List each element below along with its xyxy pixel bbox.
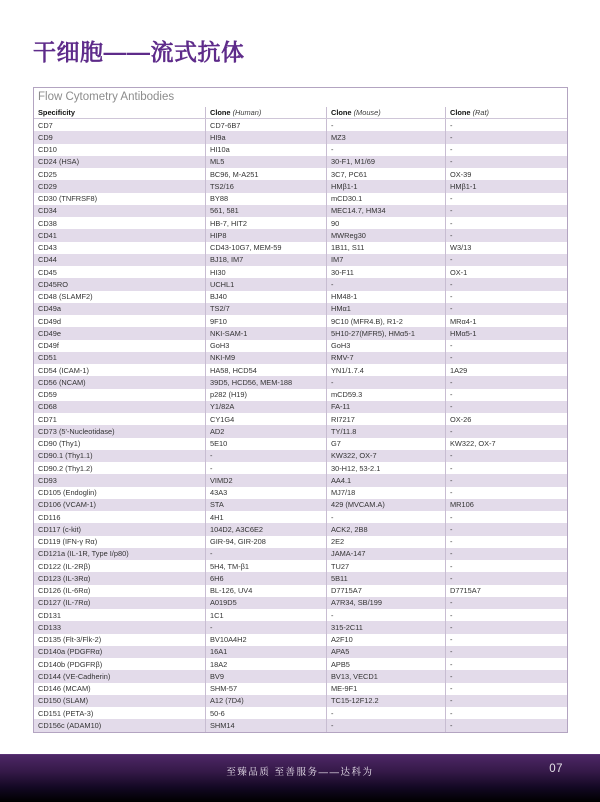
clone-cell: MR106 bbox=[445, 499, 567, 511]
clone-cell: OX-26 bbox=[445, 413, 567, 425]
clone-cell: HI9a bbox=[205, 131, 326, 143]
clone-cell: A019D5 bbox=[205, 597, 326, 609]
clone-cell: - bbox=[445, 291, 567, 303]
clone-cell: GoH3 bbox=[205, 340, 326, 352]
clone-cell: - bbox=[445, 560, 567, 572]
clone-cell: AD2 bbox=[205, 425, 326, 437]
table-row bbox=[34, 450, 567, 462]
page-title: 干细胞——流式抗体 bbox=[33, 39, 245, 65]
clone-cell: - bbox=[445, 523, 567, 535]
clone-cell: - bbox=[445, 683, 567, 695]
table-row bbox=[34, 560, 567, 572]
clone-cell: 90 bbox=[326, 217, 445, 229]
clone-cell: - bbox=[326, 719, 445, 731]
specificity-cell: CD7 bbox=[38, 120, 53, 130]
specificity-cell: CD73 (5'-Nucleotidase) bbox=[38, 426, 115, 436]
specificity-cell: CD10 bbox=[38, 145, 57, 155]
clone-cell: TY/11.8 bbox=[326, 425, 445, 437]
table-row bbox=[34, 634, 567, 646]
clone-cell: A7R34, SB/199 bbox=[326, 597, 445, 609]
clone-cell: KW322, OX-7 bbox=[326, 450, 445, 462]
clone-cell: - bbox=[445, 597, 567, 609]
specificity-cell: CD24 (HSA) bbox=[38, 157, 80, 167]
table-row bbox=[34, 511, 567, 523]
clone-cell: OX-1 bbox=[445, 266, 567, 278]
specificity-cell: CD51 bbox=[38, 353, 57, 363]
table-row bbox=[34, 658, 567, 670]
clone-cell: - bbox=[445, 425, 567, 437]
table-row bbox=[34, 340, 567, 352]
clone-cell: HI10a bbox=[205, 144, 326, 156]
antibody-table bbox=[33, 87, 568, 733]
specificity-cell: CD59 bbox=[38, 390, 57, 400]
clone-cell: AA4.1 bbox=[326, 474, 445, 486]
specificity-cell: CD49e bbox=[38, 328, 62, 338]
clone-cell: HMα5-1 bbox=[445, 327, 567, 339]
table-row bbox=[34, 389, 567, 401]
clone-cell: - bbox=[445, 376, 567, 388]
clone-cell: HM48-1 bbox=[326, 291, 445, 303]
clone-cell: SHM-57 bbox=[205, 683, 326, 695]
clone-cell: 18A2 bbox=[205, 658, 326, 670]
table-row bbox=[34, 536, 567, 548]
specificity-cell: CD156c (ADAM10) bbox=[38, 720, 102, 730]
col-sublabel: (Human) bbox=[232, 108, 262, 117]
clone-cell: - bbox=[445, 340, 567, 352]
clone-cell: - bbox=[445, 389, 567, 401]
table-row bbox=[34, 401, 567, 413]
clone-cell: 561, 581 bbox=[205, 205, 326, 217]
clone-cell: RMV-7 bbox=[326, 352, 445, 364]
specificity-cell: CD9 bbox=[38, 132, 53, 142]
clone-cell: TC15-12F12.2 bbox=[326, 695, 445, 707]
clone-cell: CD43-10G7, MEM-59 bbox=[205, 242, 326, 254]
clone-cell: BV13, VECD1 bbox=[326, 670, 445, 682]
col-label: Clone bbox=[331, 108, 352, 117]
clone-cell: BY88 bbox=[205, 193, 326, 205]
clone-cell: HMα1 bbox=[326, 303, 445, 315]
clone-cell: - bbox=[445, 119, 567, 131]
table-row bbox=[34, 278, 567, 290]
table-column-header bbox=[34, 107, 567, 119]
specificity-cell: CD25 bbox=[38, 169, 57, 179]
specificity-cell: CD38 bbox=[38, 218, 57, 228]
specificity-cell: CD48 (SLAMF2) bbox=[38, 292, 93, 302]
clone-cell: - bbox=[445, 474, 567, 486]
table-row bbox=[34, 131, 567, 143]
specificity-cell: CD44 bbox=[38, 255, 57, 265]
clone-cell: - bbox=[205, 450, 326, 462]
table-row bbox=[34, 413, 567, 425]
table-row bbox=[34, 376, 567, 388]
clone-cell: A2F10 bbox=[326, 634, 445, 646]
clone-cell: G7 bbox=[326, 438, 445, 450]
table-row bbox=[34, 425, 567, 437]
specificity-cell: CD126 (IL-6Rα) bbox=[38, 586, 91, 596]
clone-cell: 1B11, S11 bbox=[326, 242, 445, 254]
specificity-cell: CD43 bbox=[38, 243, 57, 253]
specificity-cell: CD146 (MCAM) bbox=[38, 684, 91, 694]
specificity-cell: CD150 (SLAM) bbox=[38, 696, 89, 706]
specificity-cell: CD106 (VCAM-1) bbox=[38, 500, 96, 510]
clone-cell: - bbox=[445, 572, 567, 584]
clone-cell: HMβ1-1 bbox=[326, 180, 445, 192]
clone-cell: OX-39 bbox=[445, 168, 567, 180]
table-row bbox=[34, 315, 567, 327]
clone-cell: 5E10 bbox=[205, 438, 326, 450]
clone-cell: - bbox=[445, 670, 567, 682]
clone-cell: - bbox=[445, 658, 567, 670]
clone-cell: 9C10 (MFR4.B), R1-2 bbox=[326, 315, 445, 327]
table-row bbox=[34, 352, 567, 364]
specificity-cell: CD127 (IL-7Rα) bbox=[38, 598, 91, 608]
col-sublabel: (Mouse) bbox=[353, 108, 381, 117]
clone-cell: BJ40 bbox=[205, 291, 326, 303]
col-label: Clone bbox=[450, 108, 471, 117]
clone-cell: JAMA-147 bbox=[326, 548, 445, 560]
clone-cell: HIP8 bbox=[205, 229, 326, 241]
specificity-cell: CD116 bbox=[38, 512, 61, 522]
col-label: Specificity bbox=[38, 108, 75, 117]
clone-cell: NKI-M9 bbox=[205, 352, 326, 364]
table-row bbox=[34, 487, 567, 499]
specificity-cell: CD123 (IL-3Rα) bbox=[38, 573, 91, 583]
clone-cell: Y1/82A bbox=[205, 401, 326, 413]
clone-cell: 2E2 bbox=[326, 536, 445, 548]
clone-cell: - bbox=[445, 487, 567, 499]
clone-cell: MWReg30 bbox=[326, 229, 445, 241]
table-row bbox=[34, 229, 567, 241]
col-header-clone-mouse bbox=[326, 107, 445, 118]
table-row bbox=[34, 670, 567, 682]
clone-cell: 5B11 bbox=[326, 572, 445, 584]
table-row bbox=[34, 695, 567, 707]
clone-cell: - bbox=[445, 621, 567, 633]
clone-cell: BL-126, UV4 bbox=[205, 585, 326, 597]
table-row bbox=[34, 303, 567, 315]
clone-cell: APA5 bbox=[326, 646, 445, 658]
clone-cell: - bbox=[445, 646, 567, 658]
specificity-cell: CD122 (IL-2Rβ) bbox=[38, 561, 91, 571]
clone-cell: - bbox=[445, 634, 567, 646]
clone-cell: BV10A4H2 bbox=[205, 634, 326, 646]
clone-cell: KW322, OX-7 bbox=[445, 438, 567, 450]
table-row bbox=[34, 242, 567, 254]
col-header-clone-human bbox=[205, 107, 326, 118]
specificity-cell: CD45RO bbox=[38, 279, 68, 289]
clone-cell: - bbox=[445, 511, 567, 523]
clone-cell: 39D5, HCD56, MEM-188 bbox=[205, 376, 326, 388]
clone-cell: CD7-6B7 bbox=[205, 119, 326, 131]
table-row bbox=[34, 646, 567, 658]
specificity-cell: CD131 bbox=[38, 610, 62, 620]
specificity-cell: CD49f bbox=[38, 341, 59, 351]
specificity-cell: CD49d bbox=[38, 316, 62, 326]
specificity-cell: CD54 (ICAM-1) bbox=[38, 365, 89, 375]
clone-cell: - bbox=[326, 119, 445, 131]
clone-cell: - bbox=[326, 376, 445, 388]
clone-cell: - bbox=[326, 278, 445, 290]
clone-cell: STA bbox=[205, 499, 326, 511]
table-row bbox=[34, 205, 567, 217]
specificity-cell: CD45 bbox=[38, 267, 57, 277]
clone-cell: - bbox=[445, 609, 567, 621]
clone-cell: - bbox=[445, 156, 567, 168]
clone-cell: D7715A7 bbox=[445, 585, 567, 597]
clone-cell: ME-9F1 bbox=[326, 683, 445, 695]
clone-cell: BC96, M-A251 bbox=[205, 168, 326, 180]
specificity-cell: CD90 (Thy1) bbox=[38, 439, 81, 449]
clone-cell: A12 (7D4) bbox=[205, 695, 326, 707]
table-row bbox=[34, 609, 567, 621]
clone-cell: 30-H12, 53-2.1 bbox=[326, 462, 445, 474]
clone-cell: NKI-SAM-1 bbox=[205, 327, 326, 339]
clone-cell: - bbox=[326, 511, 445, 523]
clone-cell: - bbox=[445, 719, 567, 731]
specificity-cell: CD29 bbox=[38, 181, 57, 191]
page-footer bbox=[0, 754, 600, 802]
specificity-cell: CD93 bbox=[38, 475, 57, 485]
col-header-clone-rat bbox=[445, 107, 567, 118]
table-title: Flow Cytometry Antibodies bbox=[38, 91, 175, 103]
clone-cell: - bbox=[445, 193, 567, 205]
clone-cell: HI30 bbox=[205, 266, 326, 278]
clone-cell: 4H1 bbox=[205, 511, 326, 523]
clone-cell: GoH3 bbox=[326, 340, 445, 352]
clone-cell: W3/13 bbox=[445, 242, 567, 254]
table-row bbox=[34, 193, 567, 205]
clone-cell: UCHL1 bbox=[205, 278, 326, 290]
specificity-cell: CD117 (c-kit) bbox=[38, 524, 81, 534]
specificity-cell: CD121a (IL-1R, Type I/p80) bbox=[38, 549, 129, 559]
table-row bbox=[34, 621, 567, 633]
specificity-cell: CD71 bbox=[38, 414, 57, 424]
clone-cell: - bbox=[445, 450, 567, 462]
clone-cell: 9F10 bbox=[205, 315, 326, 327]
clone-cell: MEC14.7, HM34 bbox=[326, 205, 445, 217]
clone-cell: ACK2, 2B8 bbox=[326, 523, 445, 535]
clone-cell: - bbox=[445, 131, 567, 143]
clone-cell: FA-11 bbox=[326, 401, 445, 413]
clone-cell: D7715A7 bbox=[326, 585, 445, 597]
clone-cell: CY1G4 bbox=[205, 413, 326, 425]
clone-cell: - bbox=[445, 536, 567, 548]
clone-cell: 30-F1, M1/69 bbox=[326, 156, 445, 168]
clone-cell: - bbox=[445, 205, 567, 217]
clone-cell: mCD59.3 bbox=[326, 389, 445, 401]
clone-cell: - bbox=[445, 462, 567, 474]
specificity-cell: CD90.1 (Thy1.1) bbox=[38, 451, 93, 461]
clone-cell: 1C1 bbox=[205, 609, 326, 621]
clone-cell: - bbox=[326, 707, 445, 719]
table-row bbox=[34, 156, 567, 168]
table-row bbox=[34, 291, 567, 303]
clone-cell: - bbox=[445, 303, 567, 315]
specificity-cell: CD30 (TNFRSF8) bbox=[38, 194, 98, 204]
table-row bbox=[34, 266, 567, 278]
clone-cell: - bbox=[326, 144, 445, 156]
specificity-cell: CD140a (PDGFRα) bbox=[38, 647, 103, 657]
clone-cell: 429 (MVCAM.A) bbox=[326, 499, 445, 511]
clone-cell: 16A1 bbox=[205, 646, 326, 658]
clone-cell: - bbox=[205, 621, 326, 633]
clone-cell: HB-7, HIT2 bbox=[205, 217, 326, 229]
clone-cell: 43A3 bbox=[205, 487, 326, 499]
table-row bbox=[34, 180, 567, 192]
clone-cell: YN1/1.7.4 bbox=[326, 364, 445, 376]
table-row bbox=[34, 364, 567, 376]
table-row bbox=[34, 438, 567, 450]
clone-cell: - bbox=[445, 217, 567, 229]
table-row bbox=[34, 585, 567, 597]
table-row bbox=[34, 548, 567, 560]
clone-cell: 6H6 bbox=[205, 572, 326, 584]
col-label: Clone bbox=[210, 108, 231, 117]
clone-cell: BV9 bbox=[205, 670, 326, 682]
specificity-cell: CD144 (VE-Cadherin) bbox=[38, 671, 111, 681]
table-row bbox=[34, 719, 567, 731]
table-body bbox=[34, 119, 567, 732]
clone-cell: - bbox=[326, 609, 445, 621]
clone-cell: HMβ1-1 bbox=[445, 180, 567, 192]
clone-cell: - bbox=[205, 548, 326, 560]
table-row bbox=[34, 119, 567, 131]
clone-cell: BJ18, IM7 bbox=[205, 254, 326, 266]
clone-cell: MJ7/18 bbox=[326, 487, 445, 499]
specificity-cell: CD41 bbox=[38, 230, 57, 240]
table-row bbox=[34, 254, 567, 266]
specificity-cell: CD105 (Endoglin) bbox=[38, 488, 97, 498]
table-row bbox=[34, 474, 567, 486]
table-row bbox=[34, 327, 567, 339]
clone-cell: 50-6 bbox=[205, 707, 326, 719]
table-row bbox=[34, 597, 567, 609]
clone-cell: ML5 bbox=[205, 156, 326, 168]
clone-cell: TS2/7 bbox=[205, 303, 326, 315]
table-row bbox=[34, 168, 567, 180]
clone-cell: 104D2, A3C6E2 bbox=[205, 523, 326, 535]
table-row bbox=[34, 523, 567, 535]
table-row bbox=[34, 572, 567, 584]
table-row bbox=[34, 144, 567, 156]
clone-cell: APB5 bbox=[326, 658, 445, 670]
clone-cell: - bbox=[445, 278, 567, 290]
table-row bbox=[34, 217, 567, 229]
table-row bbox=[34, 462, 567, 474]
clone-cell: IM7 bbox=[326, 254, 445, 266]
page-number: 07 bbox=[549, 763, 563, 775]
table-row bbox=[34, 499, 567, 511]
clone-cell: SHM14 bbox=[205, 719, 326, 731]
clone-cell: TU27 bbox=[326, 560, 445, 572]
clone-cell: mCD30.1 bbox=[326, 193, 445, 205]
specificity-cell: CD133 bbox=[38, 622, 62, 632]
clone-cell: GIR-94, GIR-208 bbox=[205, 536, 326, 548]
clone-cell: 3C7, PC61 bbox=[326, 168, 445, 180]
specificity-cell: CD119 (IFN-γ Rα) bbox=[38, 537, 98, 547]
clone-cell: - bbox=[445, 254, 567, 266]
clone-cell: RI7217 bbox=[326, 413, 445, 425]
clone-cell: - bbox=[445, 352, 567, 364]
clone-cell: MRα4-1 bbox=[445, 315, 567, 327]
specificity-cell: CD49a bbox=[38, 304, 62, 314]
clone-cell: - bbox=[445, 695, 567, 707]
specificity-cell: CD151 (PETA-3) bbox=[38, 708, 94, 718]
clone-cell: VIMD2 bbox=[205, 474, 326, 486]
clone-cell: TS2/16 bbox=[205, 180, 326, 192]
clone-cell: - bbox=[445, 548, 567, 560]
specificity-cell: CD68 bbox=[38, 402, 57, 412]
footer-slogan: 至臻品质 至善服务——达科为 bbox=[226, 767, 374, 778]
clone-cell: - bbox=[205, 462, 326, 474]
specificity-cell: CD90.2 (Thy1.2) bbox=[38, 463, 93, 473]
clone-cell: 5H10-27(MFR5), HMα5-1 bbox=[326, 327, 445, 339]
specificity-cell: CD140b (PDGFRβ) bbox=[38, 659, 103, 669]
table-row bbox=[34, 707, 567, 719]
clone-cell: 315-2C11 bbox=[326, 621, 445, 633]
table-row bbox=[34, 683, 567, 695]
clone-cell: 5H4, TM-β1 bbox=[205, 560, 326, 572]
specificity-cell: CD135 (Flt-3/Flk-2) bbox=[38, 635, 102, 645]
clone-cell: MZ3 bbox=[326, 131, 445, 143]
specificity-cell: CD56 (NCAM) bbox=[38, 377, 86, 387]
clone-cell: 1A29 bbox=[445, 364, 567, 376]
clone-cell: HA58, HCD54 bbox=[205, 364, 326, 376]
clone-cell: p282 (H19) bbox=[205, 389, 326, 401]
specificity-cell: CD34 bbox=[38, 206, 57, 216]
col-sublabel: (Rat) bbox=[472, 108, 490, 117]
clone-cell: - bbox=[445, 229, 567, 241]
clone-cell: 30-F11 bbox=[326, 266, 445, 278]
col-header-specificity bbox=[34, 107, 205, 118]
clone-cell: - bbox=[445, 401, 567, 413]
clone-cell: - bbox=[445, 144, 567, 156]
clone-cell: - bbox=[445, 707, 567, 719]
